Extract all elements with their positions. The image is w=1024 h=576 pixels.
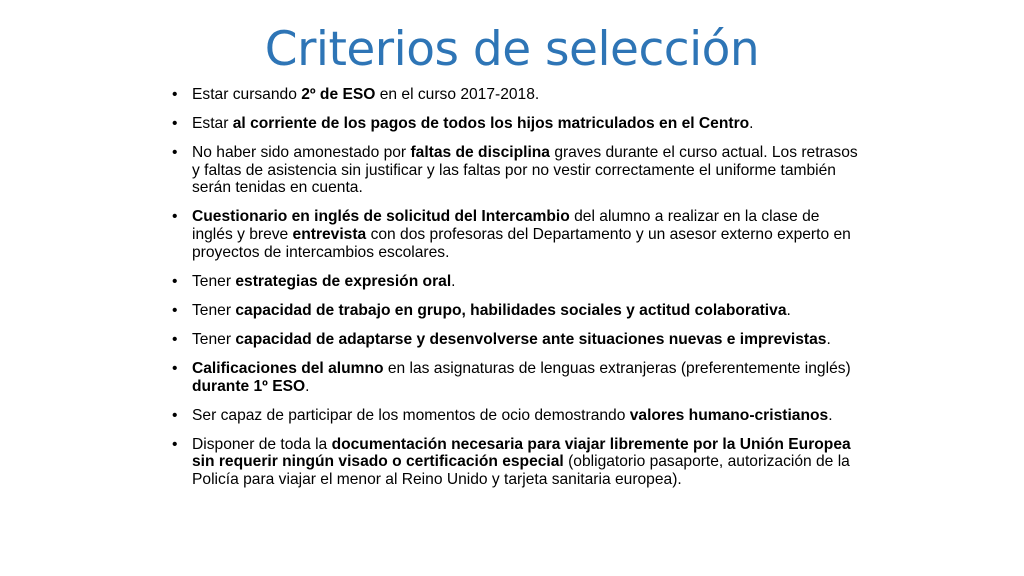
bullet-icon: • [172,406,178,424]
criteria-text [192,144,858,196]
criteria-text-run: Tener [192,272,236,290]
criteria-text-bold: 2º de ESO [301,86,376,103]
criteria-text-run: en el curso 2017-2018. [375,86,540,103]
criteria-text-run: del alumno a realizar en la clase de inglés y breve [192,208,820,244]
criteria-text-bold: capacidad de adaptarse y desenvolverse ante situaciones nuevas e imprevistas [235,330,827,348]
criteria-item [172,208,862,261]
criteria-text-run: (obligatorio pasaporte, autorización de la Policía para viajar el menor al Reino Unido y tarjeta sanitaria europea). [192,453,850,488]
bullet-icon: • [172,86,178,103]
criteria-text-bold: documentación necesaria para viajar libremente por la Unión Europea sin requerir ningún visado o certificación especial [192,435,851,471]
criteria-text-run: Tener [192,330,236,348]
criteria-text-bold: entrevista [292,226,367,244]
criteria-text-run: No haber sido amonestado por [192,144,411,162]
criteria-text [192,115,754,132]
criteria-text-bold: durante 1º ESO [192,377,306,395]
bullet-icon: • [172,208,178,226]
criteria-text-bold: valores humano-cristianos [629,406,829,424]
criteria-text-run: . [451,272,456,290]
criteria-text-run: . [826,330,831,348]
criteria-text [192,360,851,395]
criteria-text-bold: estrategias de expresión oral [235,272,452,290]
criteria-item [172,115,862,133]
criteria-text [192,86,539,103]
criteria-text-bold: capacidad de trabajo en grupo, habilidades sociales y actitud colaborativa [235,301,787,319]
criteria-item [172,86,862,104]
criteria-text-run: . [749,115,754,133]
criteria-text-bold: Calificaciones del alumno [192,360,384,378]
criteria-text-run: . [828,406,833,424]
criteria-text-run: Ser capaz de participar de los momentos de ocio demostrando [192,406,630,424]
criteria-item [172,331,862,349]
bullet-icon: • [172,330,178,348]
criteria-text-bold: Cuestionario en inglés de solicitud del Intercambio [192,208,570,226]
criteria-text [192,273,456,290]
criteria-text-run: con dos profesoras del Departamento y un asesor externo experto en proyectos de intercambios escolares. [192,226,851,261]
criteria-item [172,273,862,291]
criteria-text [192,208,851,260]
criteria-item [172,144,862,197]
bullet-icon: • [172,360,178,378]
criteria-item [172,302,862,320]
criteria-list [172,86,862,500]
slide-title: Criterios de selección [264,22,760,77]
criteria-text [192,302,791,319]
bullet-icon: • [172,272,178,290]
criteria-text-run: graves durante el curso actual. Los retrasos y faltas de asistencia sin justificar y las faltas por no vestir correctamente el uniforme también serán tenidas en cuenta. [192,144,858,197]
criteria-text [192,331,831,348]
criteria-text-run: . [786,301,791,319]
criteria-text-bold: al corriente de los pagos de todos los hijos matriculados en el Centro [232,115,750,133]
criteria-text [192,407,833,424]
criteria-text [192,436,851,488]
criteria-text-run: Tener [192,301,236,319]
criteria-item [172,436,862,489]
bullet-icon: • [172,301,178,319]
criteria-text-run: Estar cursando [192,86,302,103]
criteria-text-run: . [305,377,310,395]
criteria-item [172,360,862,395]
bullet-icon: • [172,144,178,162]
criteria-text-run: Estar [192,115,233,133]
criteria-text-run: Disponer de toda la [192,435,332,453]
bullet-icon: • [172,435,178,453]
criteria-item [172,407,862,425]
criteria-text-bold: faltas de disciplina [410,144,550,162]
criteria-text-run: en las asignaturas de lenguas extranjeras (preferentemente inglés) [383,360,851,378]
bullet-icon: • [172,115,178,133]
